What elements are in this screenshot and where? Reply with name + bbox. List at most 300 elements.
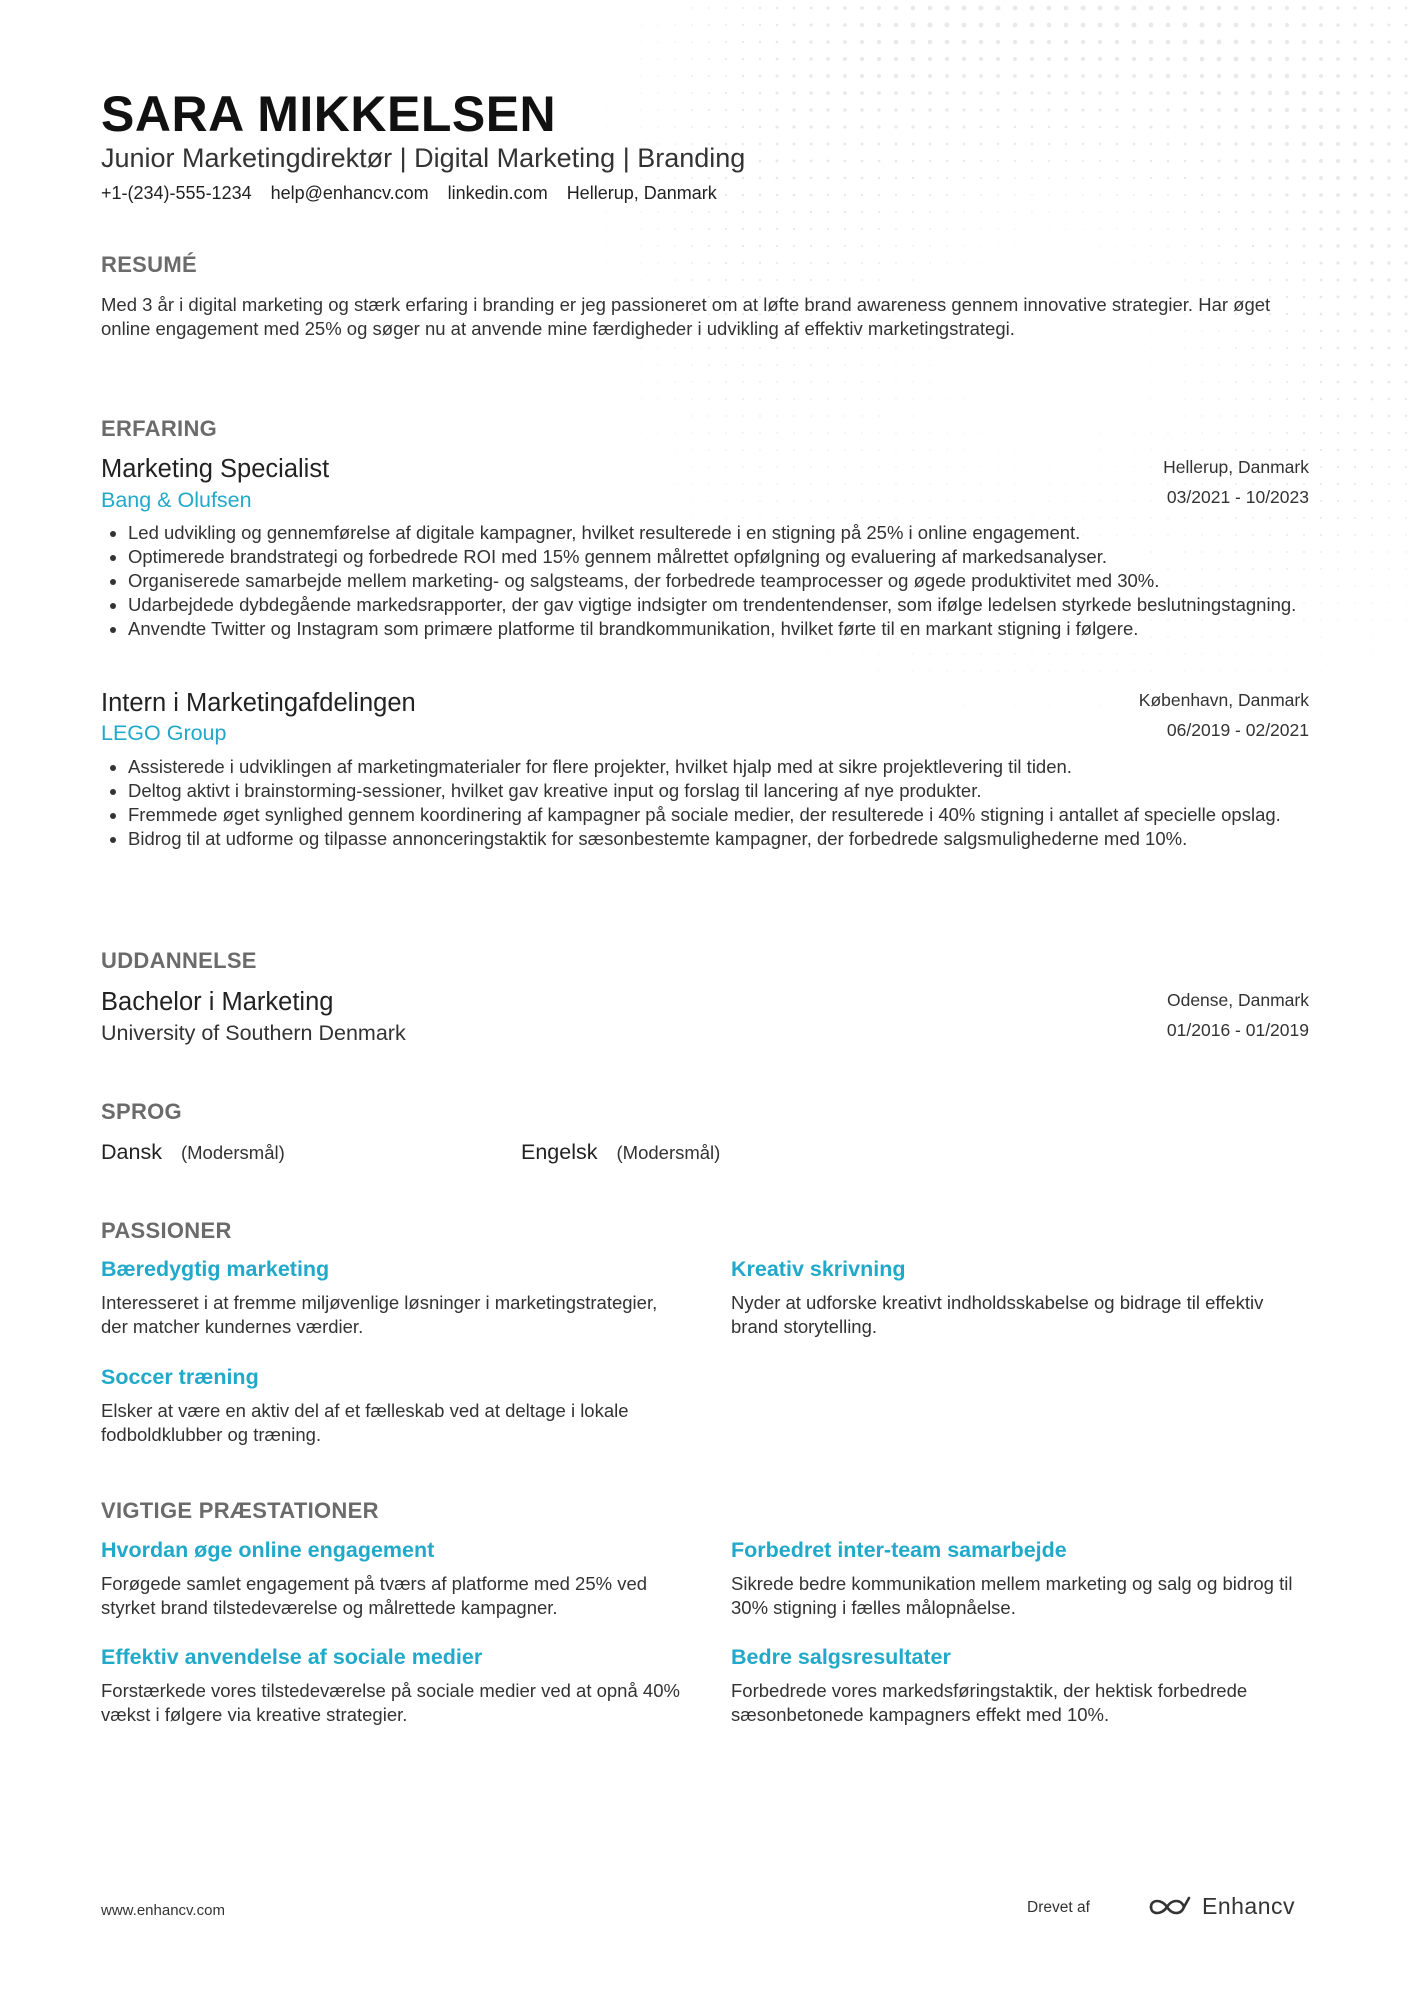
decor-dot [657, 58, 658, 59]
enhancv-logo[interactable] [1148, 1893, 1295, 1920]
decor-dot [1252, 279, 1254, 281]
decor-dot [1320, 551, 1322, 553]
decor-dot [1132, 108, 1135, 111]
decor-dot [1183, 125, 1186, 128]
decor-dot [776, 228, 778, 230]
decor-dot [1184, 143, 1187, 146]
decor-dot [1066, 433, 1067, 434]
decor-dot [1114, 5, 1119, 10]
decor-dot [1218, 211, 1220, 213]
decor-dot [911, 91, 915, 95]
decor-dot [725, 194, 727, 196]
decor-dot [827, 381, 829, 383]
decor-dot [1337, 330, 1340, 333]
decor-dot [590, 178, 591, 179]
decor-dot [1083, 450, 1084, 451]
decor-dot [1082, 687, 1083, 688]
decor-dot [1064, 23, 1069, 28]
decor-dot [980, 670, 981, 671]
decor-dot [911, 125, 914, 128]
decor-dot [793, 228, 795, 230]
decor-dot [1337, 313, 1340, 316]
decor-dot [930, 688, 931, 689]
decor-dot [997, 160, 999, 162]
decor-dot [1097, 5, 1102, 10]
decor-dot [946, 483, 947, 484]
decor-dot [1338, 654, 1339, 655]
decor-dot [793, 160, 796, 163]
job-bullet: • Bidrog til at udforme og tilpasse annonceringstaktik for sæsonbestemte kampagner, der forbedrede salgsmulighederne med 10%. [128, 827, 1308, 851]
decor-dot [1370, 6, 1373, 9]
decor-dot [742, 194, 745, 197]
decor-dot [691, 24, 693, 26]
decor-dot [843, 91, 847, 95]
linkedin[interactable]: linkedin.com [447, 183, 548, 203]
decor-dot [776, 75, 779, 78]
decor-dot [912, 449, 913, 450]
decor-dot [844, 415, 846, 417]
decor-dot [624, 25, 625, 26]
decor-dot [980, 177, 982, 179]
decor-dot [1031, 653, 1032, 654]
decor-dot [792, 57, 795, 60]
decor-dot [946, 160, 948, 162]
decor-dot [912, 262, 914, 264]
decor-dot [1269, 381, 1271, 383]
decor-dot [845, 671, 846, 672]
decor-dot [1098, 40, 1102, 44]
decor-dot [742, 75, 744, 77]
decor-dot [945, 91, 949, 95]
decor-dot [912, 415, 913, 416]
decor-dot [1235, 347, 1237, 349]
decor-dot [792, 91, 795, 94]
decor-dot [860, 74, 864, 78]
decor-dot [1184, 347, 1185, 348]
decor-dot [725, 262, 727, 264]
decor-dot [1269, 211, 1272, 214]
decor-dot [1218, 160, 1221, 163]
decor-dot [964, 399, 965, 400]
decor-dot [658, 416, 659, 417]
decor-dot [1404, 295, 1407, 298]
decor-dot [1200, 125, 1203, 128]
decor-dot [793, 245, 795, 247]
decor-dot [1066, 705, 1067, 706]
decor-dot [1012, 5, 1017, 10]
decor-dot [1082, 109, 1085, 112]
decor-dot [1235, 245, 1237, 247]
decor-dot [691, 41, 693, 43]
decor-dot [1234, 6, 1238, 10]
decor-dot [1100, 450, 1101, 451]
decor-dot [1303, 415, 1305, 417]
decor-dot [1064, 40, 1068, 44]
decor-dot [1370, 295, 1373, 298]
decor-dot [1081, 40, 1085, 44]
decor-dot [1286, 381, 1288, 383]
decor-dot [1081, 74, 1085, 78]
decor-dot [674, 41, 675, 42]
decor-dot [742, 449, 744, 451]
decor-dot [879, 671, 880, 672]
decor-dot [708, 58, 710, 60]
decor-dot [843, 23, 847, 27]
decor-dot [964, 280, 965, 281]
decor-dot [624, 59, 625, 60]
decor-dot [725, 126, 727, 128]
decor-dot [657, 24, 658, 25]
decor-dot [1387, 159, 1391, 163]
decor-dot [861, 211, 863, 213]
decor-dot [1200, 91, 1204, 95]
decor-dot [929, 500, 930, 501]
decor-dot [775, 125, 778, 128]
decor-dot [1133, 500, 1134, 501]
decor-dot [1353, 91, 1357, 95]
decor-dot [810, 262, 812, 264]
decor-dot [1251, 91, 1255, 95]
decor-dot [978, 5, 983, 10]
decor-dot [861, 364, 862, 365]
decor-dot [1304, 688, 1305, 689]
decor-dot [844, 432, 846, 434]
decor-dot [624, 399, 625, 400]
decor-dot [1099, 160, 1101, 162]
decor-dot [1014, 517, 1015, 518]
decor-dot [776, 177, 779, 180]
decor-dot [1217, 6, 1222, 11]
decor-dot [1405, 398, 1408, 401]
decor-dot [913, 688, 914, 689]
decor-dot [929, 143, 932, 146]
decor-dot [1151, 399, 1152, 400]
decor-dot [895, 347, 896, 348]
decor-dot [878, 279, 880, 281]
decor-dot [1065, 211, 1066, 212]
decor-dot [929, 364, 930, 365]
decor-dot [1285, 40, 1289, 44]
decor-dot [1286, 296, 1288, 298]
decor-dot [691, 415, 692, 416]
decor-dot [895, 500, 896, 501]
decor-dot [894, 23, 899, 28]
decor-dot [1167, 194, 1169, 196]
decor-dot [998, 416, 999, 417]
decor-dot [1371, 415, 1374, 418]
decor-dot [844, 466, 846, 468]
decor-dot [725, 364, 727, 366]
decor-dot [708, 432, 709, 433]
decor-dot [894, 91, 898, 95]
decor-dot [1387, 329, 1390, 332]
decor-dot [759, 211, 762, 214]
decor-dot [725, 279, 727, 281]
decor-dot [1234, 142, 1237, 145]
decor-dot [1404, 261, 1407, 264]
decor-dot [980, 653, 981, 654]
decor-dot [1217, 23, 1222, 28]
decor-dot [1355, 671, 1356, 672]
decor-dot [1133, 262, 1134, 263]
decor-dot [1285, 142, 1289, 146]
decor-dot [1286, 228, 1289, 231]
decor-dot [1304, 671, 1305, 672]
decor-dot [1201, 432, 1202, 433]
decor-dot [1200, 40, 1205, 45]
decor-dot [1184, 398, 1185, 399]
decor-dot [1065, 687, 1066, 688]
decor-dot [624, 280, 625, 281]
decor-dot [725, 58, 727, 60]
decor-dot [1167, 279, 1168, 280]
decor-dot [1320, 619, 1321, 620]
decor-dot [1268, 23, 1272, 27]
decor-dot [861, 466, 862, 467]
decor-dot [1048, 160, 1050, 162]
decor-dot [878, 194, 880, 196]
decor-dot [1320, 398, 1322, 400]
decor-dot [1201, 347, 1202, 348]
decor-dot [793, 500, 795, 502]
decor-dot [895, 143, 898, 146]
decor-dot [708, 415, 709, 416]
decor-dot [809, 108, 812, 111]
decor-dot [946, 449, 947, 450]
decor-dot [1371, 364, 1374, 367]
decor-dot [1253, 688, 1254, 689]
decor-dot [810, 228, 812, 230]
decor-dot [1183, 23, 1188, 28]
decor-dot [1387, 23, 1390, 26]
decor-dot [1134, 365, 1135, 366]
decor-dot [691, 7, 692, 8]
decor-dot [1353, 125, 1357, 129]
decor-dot [929, 194, 931, 196]
decor-dot [1049, 722, 1050, 723]
decor-dot [809, 6, 812, 9]
decor-dot [759, 466, 761, 468]
job-dates: 06/2019 - 02/2021 [1166, 720, 1309, 740]
decor-dot [1014, 228, 1015, 229]
decor-dot [759, 500, 760, 501]
decor-dot [1387, 74, 1390, 77]
decor-dot [1405, 449, 1407, 451]
decor-dot [708, 279, 710, 281]
decor-dot [861, 143, 864, 146]
decor-dot [640, 58, 641, 59]
decor-dot [929, 279, 930, 280]
decor-dot [1117, 399, 1118, 400]
decor-dot [963, 143, 966, 146]
decor-dot [810, 483, 812, 485]
decor-dot [590, 229, 591, 230]
decor-dot [1014, 687, 1015, 688]
decor-dot [1404, 312, 1407, 315]
decor-dot [1286, 245, 1289, 248]
decor-dot [1150, 211, 1152, 213]
decor-dot [776, 92, 779, 95]
phone[interactable]: +1-(234)-555-1234 [101, 183, 252, 203]
decor-dot [1286, 517, 1288, 519]
decor-dot [912, 653, 913, 654]
decor-dot [1150, 160, 1152, 162]
decor-dot [1065, 194, 1067, 196]
decor-dot [1184, 517, 1185, 518]
decor-dot [828, 654, 829, 655]
decor-dot [1269, 449, 1271, 451]
decor-dot [878, 211, 880, 213]
decor-dot [657, 398, 658, 399]
decor-dot [1285, 91, 1290, 96]
decor-dot [1064, 74, 1068, 78]
decor-dot [1218, 670, 1219, 671]
decor-dot [1337, 551, 1339, 553]
decor-dot [981, 399, 982, 400]
decor-dot [1303, 364, 1305, 366]
achievement-text: Forbedrede vores markedsføringstaktik, der hektisk forbedrede sæsonbetonede kampagners effekt med 10%. [731, 1680, 1248, 1725]
decor-dot [1252, 432, 1254, 434]
decor-dot [1116, 143, 1119, 146]
decor-dot [861, 483, 862, 484]
achievement-text: Sikrede bedre kommunikation mellem marketing og salg og bidrog til 30% stigning i fælles målopnåelse. [731, 1573, 1293, 1618]
decor-dot [1235, 364, 1237, 366]
decor-dot [1184, 211, 1186, 213]
decor-dot [1387, 125, 1391, 129]
decor-dot [1371, 398, 1374, 401]
decor-dot [1337, 619, 1338, 620]
decor-dot [1354, 568, 1356, 570]
decor-dot [1406, 620, 1407, 621]
achievement-title: Effektiv anvendelse af sociale medier [101, 1645, 483, 1669]
decor-dot [861, 160, 864, 163]
decor-dot [809, 23, 812, 26]
decor-dot [862, 688, 863, 689]
education-dates: 01/2016 - 01/2019 [1166, 1020, 1309, 1040]
decor-dot [1388, 381, 1391, 384]
education-heading: UDDANNELSE [101, 948, 257, 973]
decor-dot [1371, 449, 1373, 451]
decor-dot [1082, 483, 1083, 484]
decor-dot [895, 415, 896, 416]
decor-dot [1337, 398, 1340, 401]
achievement-text: Forstærkede vores tilstedeværelse på sociale medier ved at opnå 40% vækst i følgere via kreative strategier. [101, 1680, 680, 1725]
decor-dot [1268, 108, 1272, 112]
decor-dot [1405, 466, 1407, 468]
email[interactable]: help@enhancv.com [270, 183, 429, 203]
decor-dot [742, 347, 744, 349]
decor-dot [1354, 619, 1355, 620]
decor-dot [912, 381, 913, 382]
decor-dot [1116, 126, 1119, 129]
decor-dot [1048, 126, 1051, 129]
decor-dot [1353, 159, 1357, 163]
decor-dot [1032, 722, 1033, 723]
decor-dot [878, 347, 879, 348]
decor-dot [826, 57, 830, 61]
job-role: Intern i Marketingafdelingen [101, 689, 416, 717]
decor-dot [1082, 160, 1084, 162]
decor-dot [640, 75, 641, 76]
decor-dot [895, 449, 896, 450]
decor-dot [1404, 57, 1407, 60]
achievement-text: Forøgede samlet engagement på tværs af platforme med 25% ved styrket brand tilstedeværelse og målrettede kampagner. [101, 1573, 648, 1618]
decor-dot [674, 7, 675, 8]
decor-dot [1286, 483, 1288, 485]
decor-dot [1387, 210, 1391, 214]
decor-dot [962, 108, 965, 111]
decor-dot [894, 108, 897, 111]
decor-dot [1031, 500, 1032, 501]
decor-dot [1320, 279, 1323, 282]
decor-dot [1151, 722, 1152, 723]
decor-dot [844, 449, 846, 451]
decor-dot [979, 40, 983, 44]
decor-dot [944, 5, 949, 10]
decor-dot [1082, 211, 1083, 212]
decor-dot [1319, 142, 1323, 146]
decor-dot [776, 262, 778, 264]
decor-dot [674, 347, 675, 348]
decor-dot [1082, 670, 1083, 671]
decor-dot [1149, 23, 1154, 28]
decor-dot [1268, 125, 1272, 129]
decor-dot [1319, 261, 1322, 264]
decor-dot [691, 109, 693, 111]
decor-dot [658, 484, 659, 485]
decor-dot [1303, 381, 1305, 383]
decor-dot [947, 688, 948, 689]
decor-dot [1251, 125, 1255, 129]
decor-dot [1032, 467, 1033, 468]
decor-dot [1049, 433, 1050, 434]
decor-dot [1065, 109, 1068, 112]
decor-dot [1336, 6, 1339, 9]
decor-dot [1066, 722, 1067, 723]
decor-dot [793, 449, 795, 451]
decor-dot [1201, 211, 1203, 213]
decor-dot [1116, 687, 1117, 688]
decor-dot [759, 279, 761, 281]
decor-dot [674, 364, 675, 365]
decor-dot [894, 40, 899, 45]
decor-dot [877, 57, 881, 61]
decor-dot [826, 91, 830, 95]
decor-dot [641, 467, 642, 468]
decor-dot [947, 348, 948, 349]
decor-dot [1405, 347, 1408, 350]
decor-dot [879, 688, 880, 689]
decor-dot [1015, 467, 1016, 468]
decor-dot [1133, 245, 1134, 246]
decor-dot [1235, 449, 1237, 451]
footer-url[interactable]: www.enhancv.com [101, 1902, 225, 1919]
decor-dot [759, 177, 762, 180]
decor-dot [1370, 346, 1373, 349]
decor-dot [1167, 262, 1168, 263]
decor-dot [657, 7, 658, 8]
degree: Bachelor i Marketing [101, 988, 334, 1016]
decor-dot [1353, 261, 1356, 264]
decor-dot [895, 228, 897, 230]
decor-dot [1302, 108, 1306, 112]
decor-dot [946, 228, 948, 230]
decor-dot [1201, 177, 1204, 180]
powered-by-label: Drevet af [1027, 1899, 1090, 1916]
decor-dot [1066, 467, 1067, 468]
decor-dot [759, 483, 761, 485]
decor-dot [1389, 620, 1390, 621]
